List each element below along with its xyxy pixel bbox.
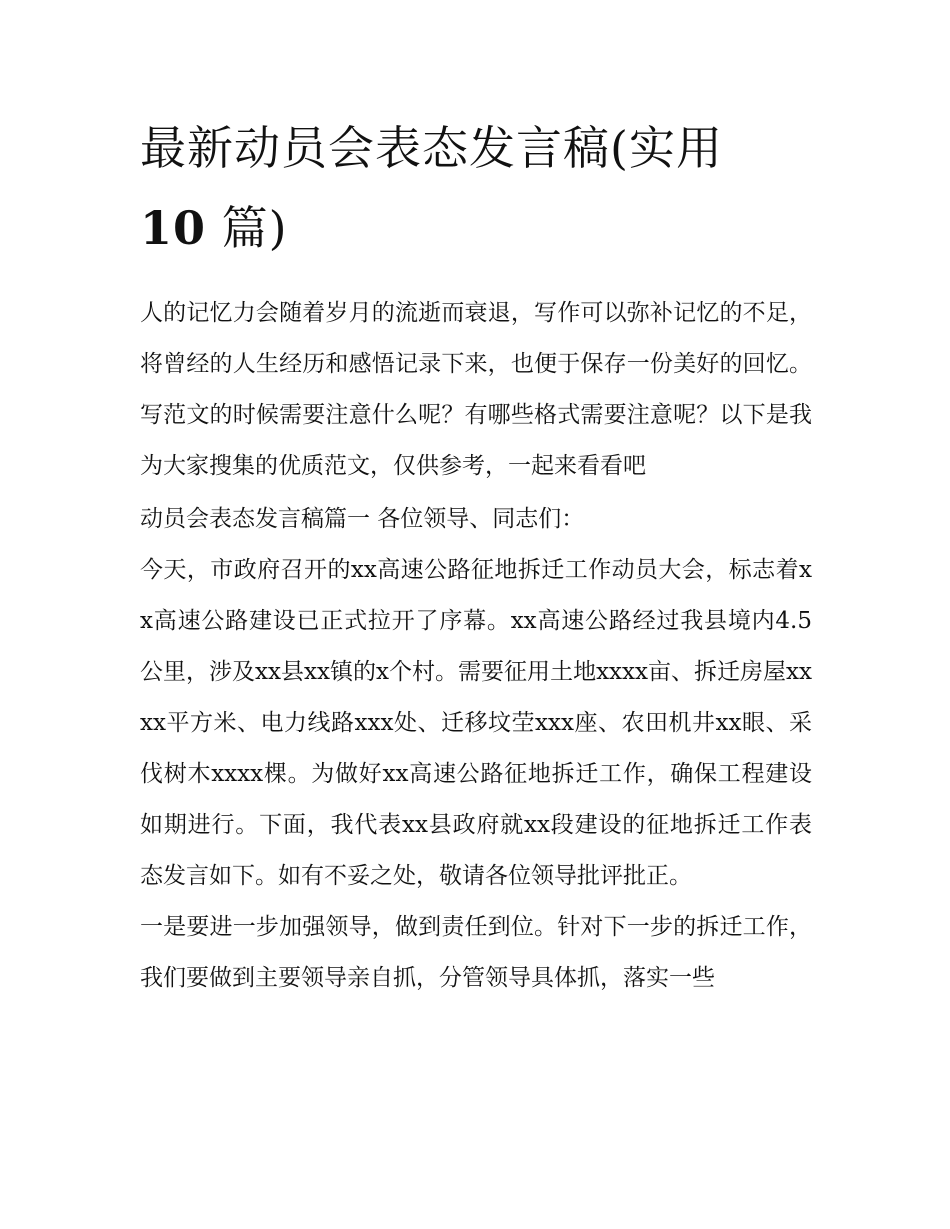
- document-body: [140, 108, 812, 1004]
- title-line-1: 最新动员会表态发言稿(实用: [140, 121, 723, 175]
- body-paragraph-1: 今天，市政府召开的xx高速公路征地拆迁工作动员大会，标志着xx高速公路建设已正式拉开了序幕。xx高速公路经过我县境内4.5公里，涉及xx县xx镇的x个村。需要征用土地xxxx亩、拆迁房屋xxxx平方米、电力线路xxx处、迁移坟茔xxx座、农田机井xx眼、采伐树木xxxx棵。为做好xx高速公路征地拆迁工作，确保工程建设如期进行。下面，我代表xx县政府就xx段建设的征地拆迁工作表态发言如下。如有不妥之处，敬请各位领导批评批正。: [140, 557, 812, 889]
- intro-paragraph: 人的记忆力会随着岁月的流逝而衰退，写作可以弥补记忆的不足，将曾经的人生经历和感悟记录下来，也便于保存一份美好的回忆。写范文的时候需要注意什么呢？有哪些格式需要注意呢？以下是我为大家搜集的优质范文，仅供参考，一起来看看吧: [140, 300, 812, 479]
- document-title: [140, 108, 812, 268]
- title-line-2: 篇): [221, 201, 288, 255]
- section-heading: 动员会表态发言稿篇一 各位领导、同志们：: [140, 506, 585, 532]
- title-number: 10: [140, 201, 207, 255]
- body-paragraph-2: 一是要进一步加强领导，做到责任到位。针对下一步的拆迁工作，我们要做到主要领导亲自抓，分管领导具体抓，落实一些: [140, 914, 812, 991]
